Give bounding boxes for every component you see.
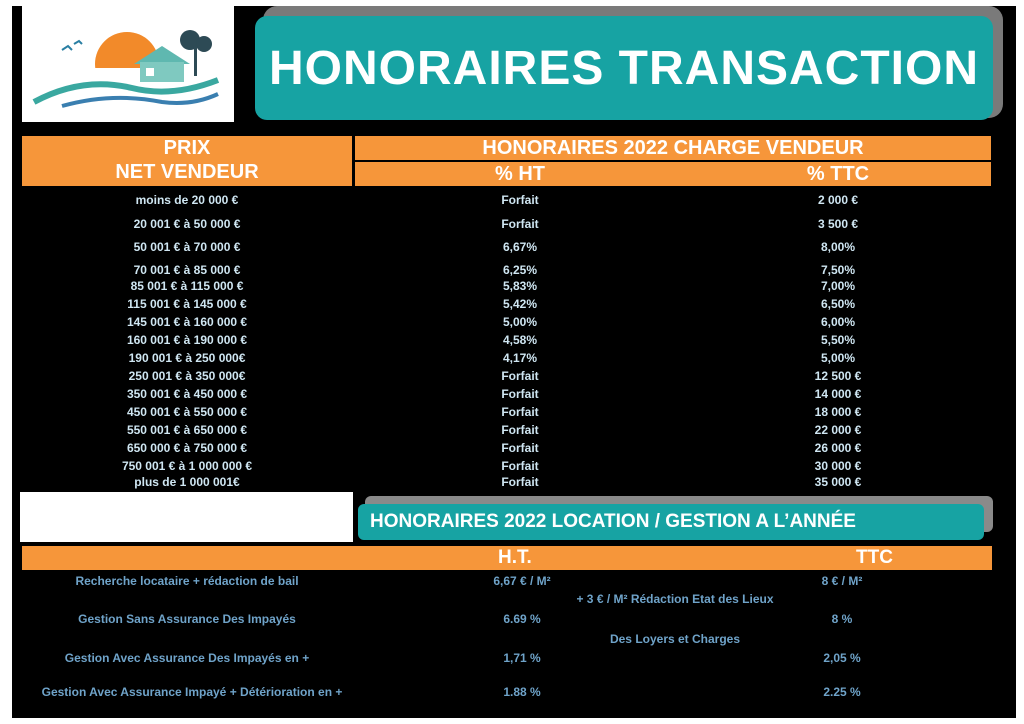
table-row xyxy=(22,474,992,490)
table-row xyxy=(22,404,992,420)
table-cell-price: 20 001 € à 50 000 € xyxy=(133,217,241,231)
table-cell-price: 70 001 € à 85 000 € xyxy=(133,263,241,277)
table-cell-ht: Forfait xyxy=(501,475,539,489)
table-cell-price: moins de 20 000 € xyxy=(135,193,239,207)
location-header-ht: H.T. xyxy=(498,547,532,568)
table-cell-ttc: 7,00% xyxy=(820,279,856,293)
location-row2-note: Des Loyers et Charges xyxy=(609,632,741,646)
location-row4-ttc: 2.25 % xyxy=(823,685,861,699)
table-cell-ht: 5,42% xyxy=(502,297,538,311)
table-cell-ttc: 26 000 € xyxy=(814,441,862,455)
table-cell-price: 350 001 € à 450 000 € xyxy=(126,387,248,401)
table-cell-ttc: 6,00% xyxy=(820,315,856,329)
table-cell-price: 750 001 € à 1 000 000 € xyxy=(121,459,253,473)
location-title: HONORAIRES 2022 LOCATION / GESTION A L’ANNÉE xyxy=(358,504,984,540)
header-price xyxy=(22,136,352,186)
table-row xyxy=(22,296,992,312)
table-row xyxy=(22,440,992,456)
table-cell-price: 50 001 € à 70 000 € xyxy=(133,240,241,254)
location-row2-ttc: 8 % xyxy=(831,612,853,626)
location-row2-label: Gestion Sans Assurance Des Impayés xyxy=(78,612,296,626)
table-cell-price: 190 001 € à 250 000€ xyxy=(128,351,246,365)
blank-panel xyxy=(20,492,353,542)
table-cell-ht: Forfait xyxy=(501,217,539,231)
table-cell-price: 550 001 € à 650 000 € xyxy=(126,423,248,437)
table-row xyxy=(22,278,992,294)
table-cell-ttc: 7,50% xyxy=(820,263,856,277)
table-cell-price: 250 001 € à 350 000€ xyxy=(128,369,246,383)
table-cell-price: plus de 1 000 001€ xyxy=(134,475,240,489)
table-cell-price: 115 001 € à 145 000 € xyxy=(127,297,247,311)
location-row4-ht: 1.88 % xyxy=(503,685,541,699)
table-cell-ttc: 14 000 € xyxy=(814,387,862,401)
table-row xyxy=(22,262,992,278)
logo-house-icon xyxy=(22,6,234,122)
header-price-line1: PRIX xyxy=(163,137,211,159)
table-cell-price: 85 001 € à 115 000 € xyxy=(130,279,244,293)
location-row1-label: Recherche locataire + rédaction de bail xyxy=(75,574,299,588)
location-header xyxy=(22,546,992,570)
location-row1-note: + 3 € / M² Rédaction Etat des Lieux xyxy=(576,592,774,606)
table-cell-ttc: 3 500 € xyxy=(817,217,859,231)
table-cell-ht: 5,00% xyxy=(502,315,538,329)
table-cell-ht: 4,17% xyxy=(502,351,538,365)
header-price-line2: NET VENDEUR xyxy=(115,161,259,183)
header-ht: % HT xyxy=(355,162,685,186)
location-row3-label: Gestion Avec Assurance Des Impayés en + xyxy=(64,651,310,665)
table-cell-ttc: 30 000 € xyxy=(814,459,862,473)
table-cell-ht: Forfait xyxy=(501,387,539,401)
table-cell-ht: 6,25% xyxy=(502,263,538,277)
table-cell-price: 450 001 € à 550 000 € xyxy=(126,405,248,419)
location-row1-ttc: 8 € / M² xyxy=(821,574,863,588)
table-row xyxy=(22,422,992,438)
title-banner xyxy=(255,10,998,122)
location-row1-ht: 6,67 € / M² xyxy=(493,574,551,588)
table-row xyxy=(22,458,992,474)
table-cell-price: 160 001 € à 190 000 € xyxy=(126,333,248,347)
table-cell-ht: Forfait xyxy=(501,369,539,383)
table-cell-ttc: 8,00% xyxy=(820,240,856,254)
table-row xyxy=(22,216,992,232)
table-cell-ttc: 22 000 € xyxy=(814,423,862,437)
table-cell-ttc: 2 000 € xyxy=(817,193,859,207)
table-cell-ttc: 35 000 € xyxy=(814,475,862,489)
table-cell-ttc: 12 500 € xyxy=(814,369,862,383)
logo xyxy=(22,6,234,122)
table-row xyxy=(22,192,992,208)
table-row xyxy=(22,368,992,384)
table-cell-ttc: 5,50% xyxy=(820,333,856,347)
table-cell-ht: Forfait xyxy=(501,441,539,455)
table-row xyxy=(22,386,992,402)
table-cell-ht: Forfait xyxy=(501,405,539,419)
location-row3-ttc: 2,05 % xyxy=(823,651,861,665)
table-cell-ht: Forfait xyxy=(501,459,539,473)
table-cell-ttc: 18 000 € xyxy=(814,405,862,419)
table-row xyxy=(22,350,992,366)
table-cell-ht: 6,67% xyxy=(502,240,538,254)
location-row4-label: Gestion Avec Assurance Impayé + Détérioration en + xyxy=(41,685,343,699)
table-cell-ht: Forfait xyxy=(501,193,539,207)
table-cell-ttc: 5,00% xyxy=(820,351,856,365)
table-row xyxy=(22,332,992,348)
table-cell-ttc: 6,50% xyxy=(820,297,856,311)
location-row3-ht: 1,71 % xyxy=(503,651,541,665)
page-title: HONORAIRES TRANSACTION xyxy=(268,41,979,95)
table-cell-price: 145 001 € à 160 000 € xyxy=(126,315,248,329)
table-row xyxy=(22,314,992,330)
table-cell-price: 650 000 € à 750 000 € xyxy=(126,441,248,455)
table-cell-ht: 5,83% xyxy=(502,279,538,293)
location-row2-ht: 6.69 % xyxy=(503,612,541,626)
header-fees: HONORAIRES 2022 CHARGE VENDEUR xyxy=(355,136,991,160)
table-cell-ht: 4,58% xyxy=(502,333,538,347)
header-ttc: % TTC xyxy=(685,162,991,186)
table-row xyxy=(22,239,992,255)
location-header-ttc: TTC xyxy=(856,547,893,568)
table-cell-ht: Forfait xyxy=(501,423,539,437)
